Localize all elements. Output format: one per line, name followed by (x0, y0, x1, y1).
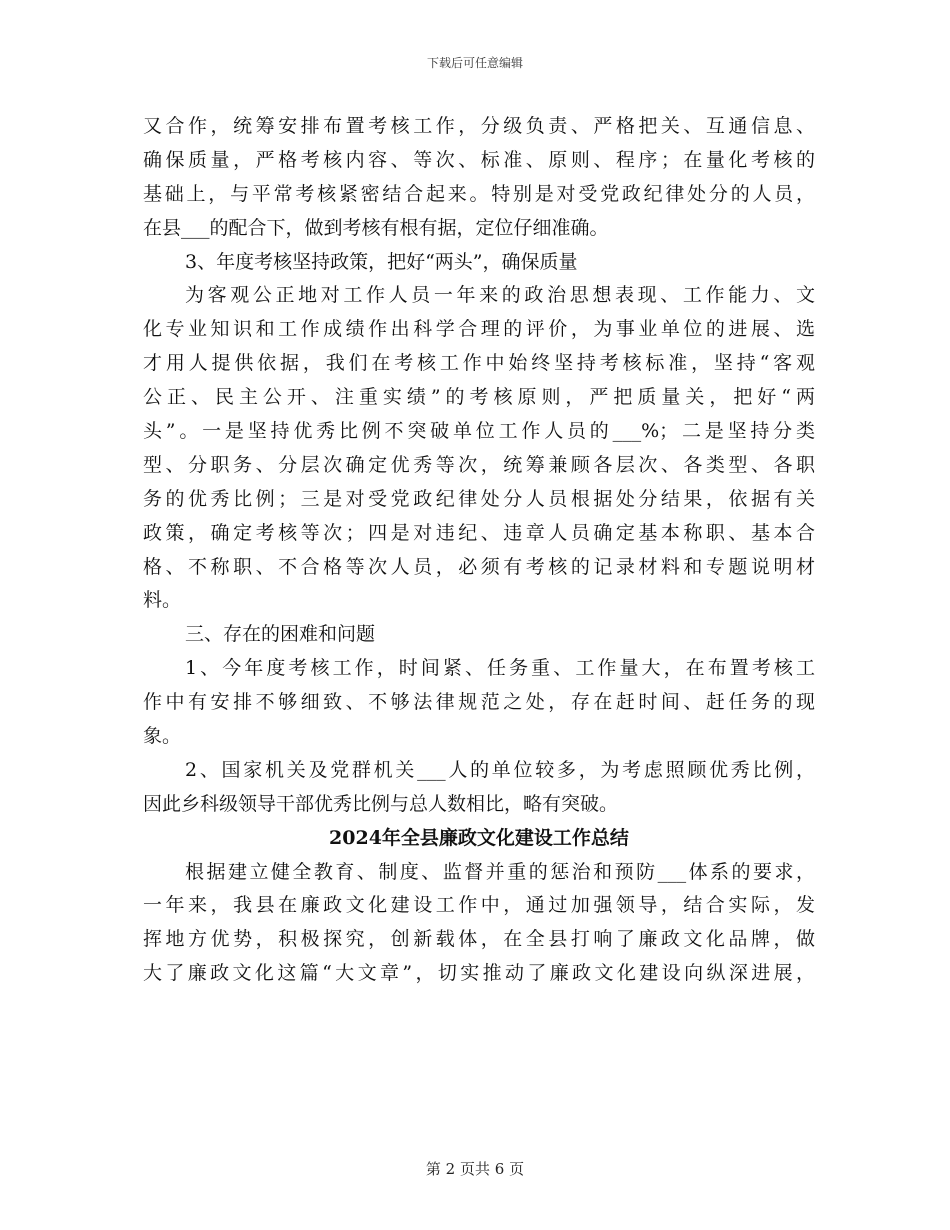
paragraph-line: 型、分职务、分层次确定优秀等次，统筹兼顾各层次、各类型、各职 (143, 453, 815, 476)
paragraph-line: 作中有安排不够细致、不够法律规范之处，存在赶时间、赶任务的现 (143, 691, 815, 714)
paragraph-line: 在县___的配合下，做到考核有根有据，定位仔细准确。 (143, 216, 609, 239)
paragraph-line: 格、不称职、不合格等次人员，必须有考核的记录材料和专题说明材 (143, 555, 815, 578)
paragraph-line: 挥地方优势，积极探究，创新载体，在全县打响了廉政文化品牌，做 (143, 928, 815, 951)
paragraph-line: 公正、民主公开、注重实绩”的考核原则，严把质量关，把好“两 (143, 386, 815, 409)
paragraph-line: 因此乡科级领导干部优秀比例与总人数相比，略有突破。 (143, 792, 619, 815)
section-subheading: 3、年度考核坚持政策，把好“两头”，确保质量 (185, 250, 578, 273)
paragraph-line: 根据建立健全教育、制度、监督并重的惩治和预防___体系的要求， (185, 860, 815, 883)
paragraph-line: 确保质量，严格考核内容、等次、标准、原则、程序；在量化考核的 (143, 148, 815, 171)
section-heading: 三、存在的困难和问题 (185, 623, 376, 646)
page-header: 下载后可任意编辑 (426, 56, 523, 70)
document-title: 2024年全县廉政文化建设工作总结 (329, 826, 629, 849)
paragraph-line: 基础上，与平常考核紧密结合起来。特别是对受党政纪律处分的人员， (143, 182, 815, 205)
paragraph-line: 象。 (143, 725, 182, 748)
paragraph-line: 才用人提供依据，我们在考核工作中始终坚持考核标准，坚持“客观 (143, 352, 815, 375)
paragraph-line: 政策，确定考核等次；四是对违纪、违章人员确定基本称职、基本合 (143, 521, 815, 544)
paragraph-line: 又合作，统筹安排布置考核工作，分级负责、严格把关、互通信息、 (143, 115, 815, 137)
paragraph-line: 化专业知识和工作成绩作出科学合理的评价，为事业单位的进展、选 (143, 318, 815, 341)
paragraph-line: 大了廉政文化这篇“大文章”，切实推动了廉政文化建设向纵深进展， (143, 962, 815, 985)
paragraph-line: 务的优秀比例；三是对受党政纪律处分人员根据处分结果，依据有关 (143, 487, 815, 510)
paragraph-line: 2、国家机关及党群机关___人的单位较多，为考虑照顾优秀比例， (185, 758, 815, 781)
paragraph-line: 料。 (143, 589, 182, 612)
document-body (143, 110, 815, 991)
paragraph-line: 为客观公正地对工作人员一年来的政治思想表现、工作能力、文 (185, 284, 815, 307)
paragraph-line: 头”。一是坚持优秀比例不突破单位工作人员的___%；二是坚持分类 (143, 420, 815, 443)
page-number: 第 2 页共 6 页 (425, 1160, 525, 1178)
paragraph-line: 1、今年度考核工作，时间紧、任务重、工作量大，在布置考核工 (185, 657, 815, 680)
paragraph-line: 一年来，我县在廉政文化建设工作中，通过加强领导，结合实际，发 (143, 894, 815, 917)
